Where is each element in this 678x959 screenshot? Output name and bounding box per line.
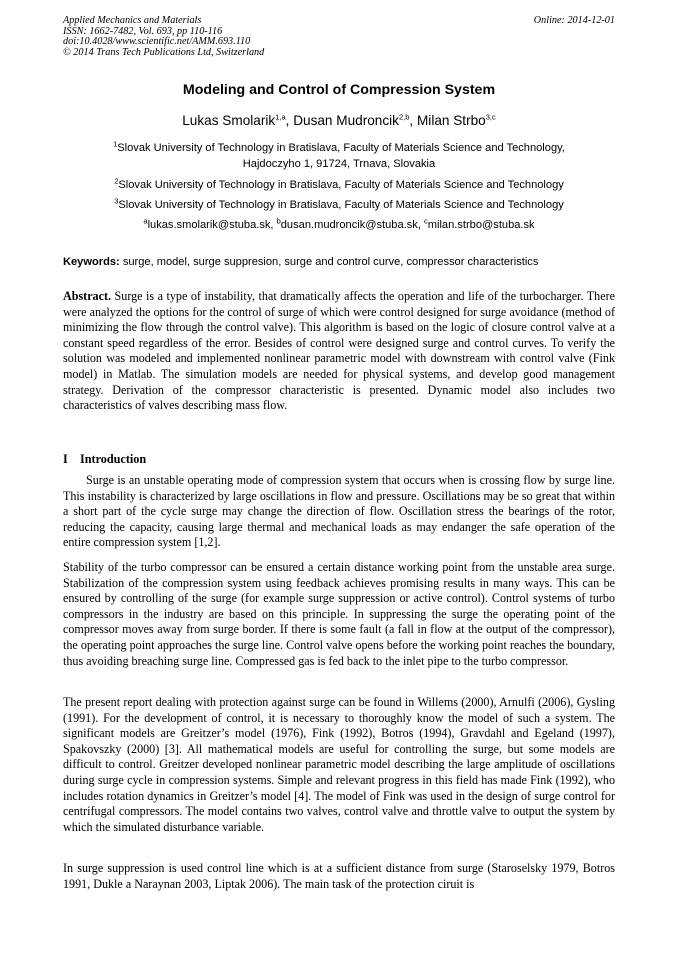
email-superscript: b bbox=[276, 216, 281, 226]
body-paragraph: The present report dealing with protection against surge can be found in Willems (2000), Arnulfi (2006), Gysling (1991). For the development of control, it is necessary to thoroughly know the model of such a system. The significant models are Greitzer’s model (1976), Fink (1992), Botros (1994), Gravdahl and Egeland (1997), Spakovszky (2000) [3]. All mathematical models are useful for controlling the surge, but some models are difficult to control. Greitzer developed nonlinear parametric model describing the large amplitude of oscillations during surge cycle in compression systems. Simple and relevant progress in this field has made Fink (1992), who includes rotation dynamics in Greitzer’s model [4]. The model of Fink was used in the design of surge control for centrifugal compressors. The model contains two valves, control valve and throttle valve to output the system by which the simulated disturbance variable. bbox=[63, 695, 615, 834]
affiliation-number: 2 bbox=[114, 176, 119, 186]
body-paragraph: Surge is an unstable operating mode of compression system that occurs when is crossing flow by surge line. This instability is characterized by large oscillations in flow and pressure. Oscillations may be so great that within a short part of the cycle surge may change the direction of flow. Oscillation stress the bearings of the rotor, reducing the capacity, causing large thermal and mechanical loads as may endanger the safe operation of the entire compression system [1,2]. bbox=[63, 473, 615, 550]
journal-header bbox=[63, 16, 264, 58]
email-link[interactable]: milan.strbo@stuba.sk bbox=[427, 219, 535, 231]
affiliation-2 bbox=[63, 177, 615, 193]
section-heading bbox=[63, 452, 146, 467]
keywords-label: Keywords: bbox=[63, 256, 120, 268]
email-link[interactable]: lukas.smolarik@stuba.sk bbox=[147, 219, 271, 231]
body-paragraph: In surge suppression is used control line which is at a sufficient distance from surge (Staroselsky 1979, Botros 1991, Dukle a Naraynan 2003, Liptak 2006). The main task of the protection ciruit is bbox=[63, 861, 615, 891]
affiliation-text: Slovak University of Technology in Bratislava, Faculty of Materials Science and Technology, bbox=[117, 142, 565, 154]
affiliation-1 bbox=[63, 140, 615, 172]
author-superscript: 3,c bbox=[485, 112, 496, 122]
journal-name: Applied Mechanics and Materials bbox=[63, 15, 202, 26]
author-name: Milan Strbo bbox=[416, 113, 486, 128]
author-list: Lukas Smolarik$^{1,a}$, Dusan Mudroncik$^{2,b}$, Milan Strbo$^{3,c}$ bbox=[182, 112, 496, 128]
affiliation-3 bbox=[63, 197, 615, 213]
email-superscript: a bbox=[143, 216, 148, 226]
body-paragraph: Stability of the turbo compressor can be ensured a certain distance working point from the unstable area surge. Stabilization of the compression system using feedback achieves promising results in many ways. This can be ensured by controlling of the surge (for example surge suppression or active control). Control systems of turbo compressors in the industry are based on this principle. In suppressing the surge the operating point of the compressor moves away from surge border. If there is some fault (a fall in flow at the output of the compressor), the operating point approaches the surge line. Control valve opens before the working point reaches the boundary, thus avoiding breaching surge line. Compressed gas is fed back to the inlet pipe to the turbo compressor. bbox=[63, 560, 615, 668]
keywords-text: surge, model, surge suppresion, surge and control curve, compressor characteristics bbox=[122, 256, 539, 268]
section-title: Introduction bbox=[80, 452, 147, 466]
affiliation-address: Hajdoczyho 1, 91724, Trnava, Slovakia bbox=[242, 158, 436, 170]
affiliation-text: Slovak University of Technology in Bratislava, Faculty of Materials Science and Technology bbox=[118, 179, 564, 191]
author-name: Lukas Smolarik bbox=[182, 113, 276, 128]
affiliation-text: Slovak University of Technology in Bratislava, Faculty of Materials Science and Technology bbox=[118, 199, 564, 211]
keywords bbox=[63, 255, 615, 270]
author-superscript: 2,b bbox=[398, 112, 410, 122]
abstract-label: Abstract. bbox=[63, 289, 112, 303]
email-link[interactable]: dusan.mudroncik@stuba.sk bbox=[280, 219, 418, 231]
copyright-line: © 2014 Trans Tech Publications Ltd, Switzerland bbox=[63, 46, 265, 58]
doi-line: doi:10.4028/www.scientific.net/AMM.693.110 bbox=[63, 36, 251, 48]
section-number: I bbox=[63, 452, 68, 466]
author-name: Dusan Mudroncik bbox=[293, 113, 399, 128]
affiliation-number: 3 bbox=[114, 196, 119, 206]
abstract bbox=[63, 289, 615, 414]
online-date: Online: 2014-12-01 bbox=[533, 15, 615, 26]
email-superscript: c bbox=[424, 216, 428, 226]
email-list: $^a$lukas.smolarik@stuba.sk, $^b$dusan.mudroncik@stuba.sk, $^c$milan.strbo@stuba.sk bbox=[143, 216, 535, 231]
paper-title: Modeling and Control of Compression System bbox=[182, 82, 496, 98]
issn-line: ISSN: 1662-7482, Vol. 693, pp 110-116 bbox=[63, 25, 223, 37]
abstract-text: Surge is a type of instability, that dramatically affects the operation and life of the turbocharger. There were analyzed the options for the control of surge of which were control designed for surge avoidance (method of minimizing the flow through the control valve). This algorithm is based on the logic of closure control valve at a constant speed regardless of the error. Besides of control were designed surge and control curves. To verify the solution was modeled and implemented nonlinear parametric model with downstream with control valve (Fink model) in Matlab. The simulation models are needed for physical systems, and develop good management strategy. Derivation of the compressor characteristic is presented. Dynamic model also includes two characteristics of valves describing mass flow. bbox=[63, 289, 615, 413]
affiliation-number: 1 bbox=[113, 139, 118, 149]
author-superscript: 1,a bbox=[275, 112, 286, 122]
